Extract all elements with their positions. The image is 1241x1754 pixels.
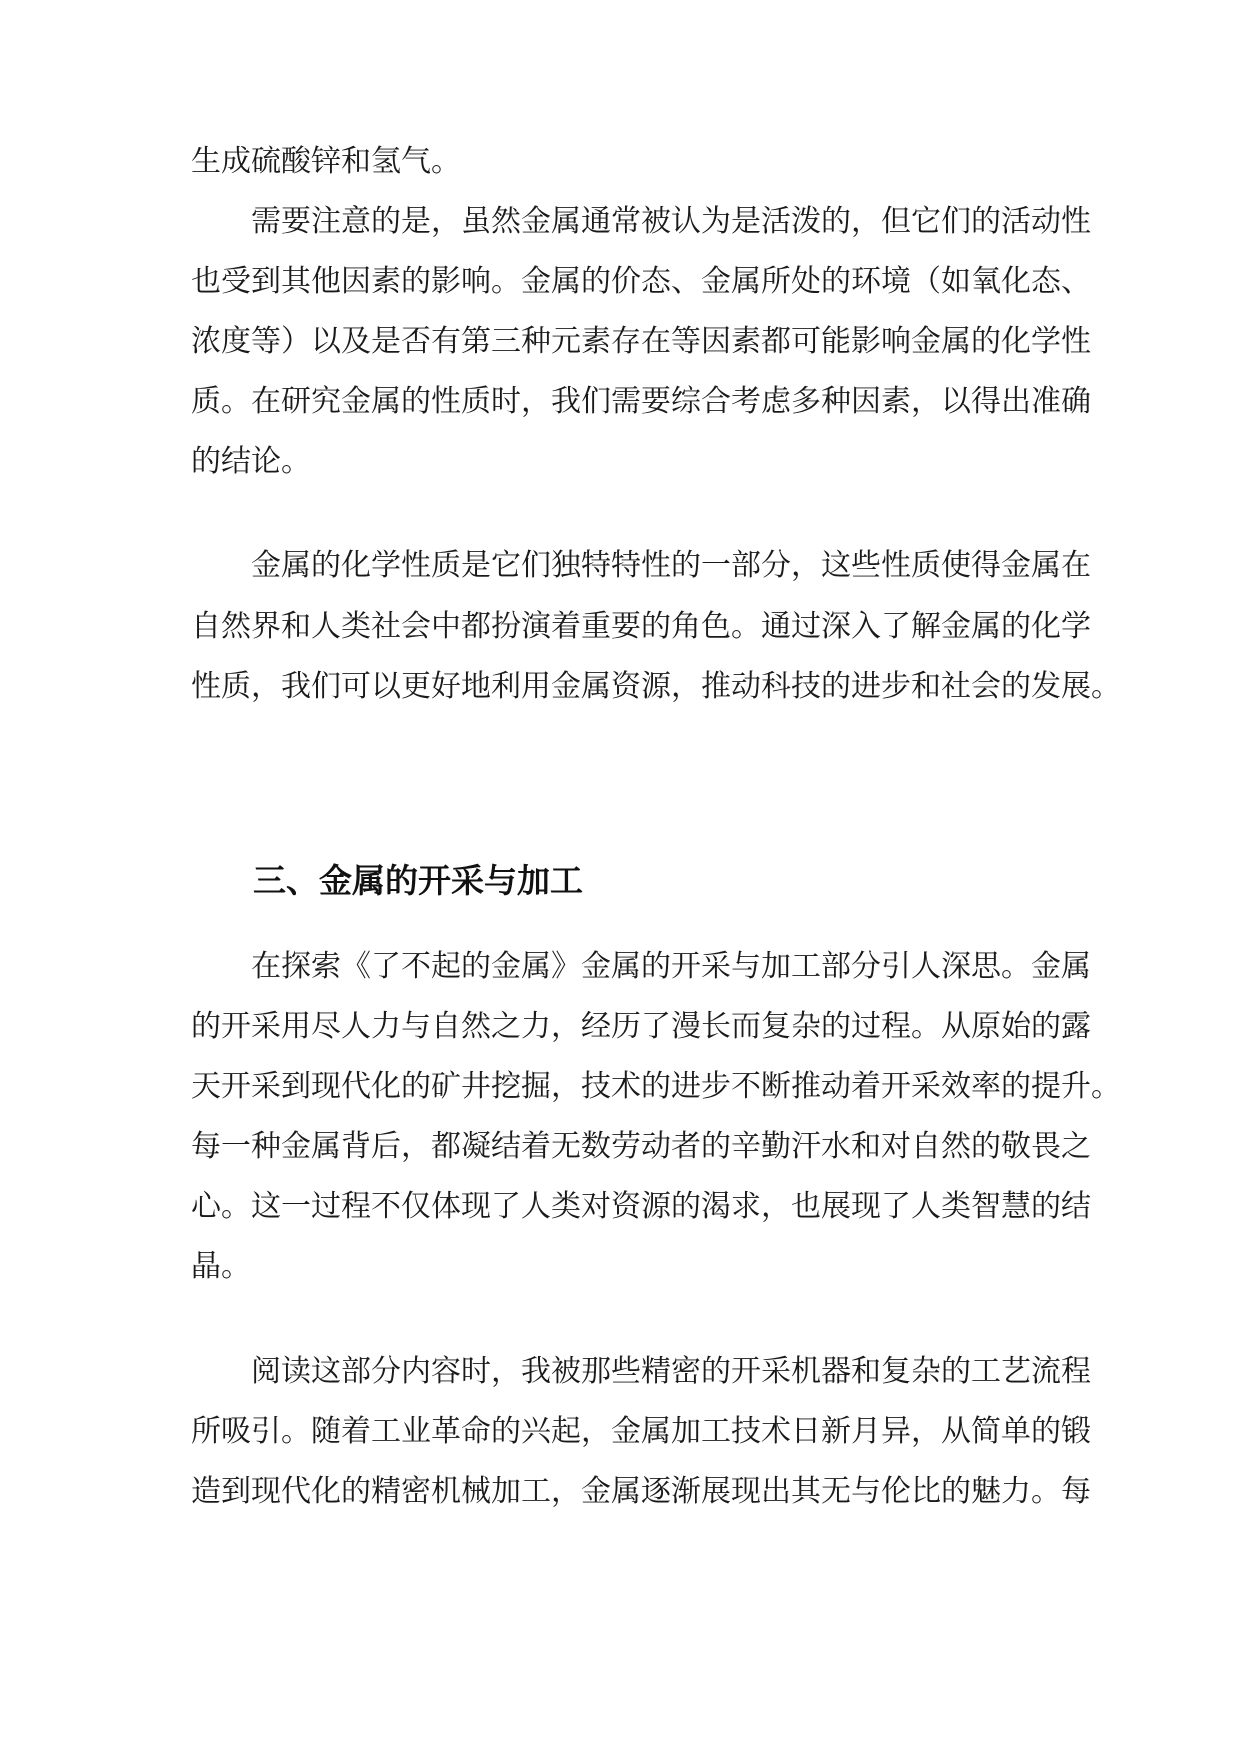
body-line: 的结论。 <box>191 444 311 479</box>
section-heading: 三、金属的开采与加工 <box>253 861 583 900</box>
body-line: 阅读这部分内容时，我被那些精密的开采机器和复杂的工艺流程 <box>191 1354 1091 1389</box>
body-line: 性质，我们可以更好地利用金属资源，推动科技的进步和社会的发展。 <box>191 669 1121 704</box>
body-line: 质。在研究金属的性质时，我们需要综合考虑多种因素，以得出准确 <box>191 384 1091 419</box>
body-line: 金属的化学性质是它们独特特性的一部分，这些性质使得金属在 <box>191 548 1091 583</box>
body-line: 晶。 <box>191 1249 251 1284</box>
body-line: 所吸引。随着工业革命的兴起，金属加工技术日新月异，从简单的锻 <box>191 1414 1091 1449</box>
body-line: 在探索《了不起的金属》金属的开采与加工部分引人深思。金属 <box>191 949 1091 984</box>
body-line: 生成硫酸锌和氢气。 <box>191 144 461 179</box>
body-line: 自然界和人类社会中都扮演着重要的角色。通过深入了解金属的化学 <box>191 609 1091 644</box>
body-line: 浓度等）以及是否有第三种元素存在等因素都可能影响金属的化学性 <box>191 324 1091 359</box>
body-line: 造到现代化的精密机械加工，金属逐渐展现出其无与伦比的魅力。每 <box>191 1474 1091 1509</box>
body-line: 心。这一过程不仅体现了人类对资源的渴求，也展现了人类智慧的结 <box>191 1189 1091 1224</box>
body-line: 天开采到现代化的矿井挖掘，技术的进步不断推动着开采效率的提升。 <box>191 1069 1121 1104</box>
body-line: 每一种金属背后，都凝结着无数劳动者的辛勤汗水和对自然的敬畏之 <box>191 1129 1091 1164</box>
body-line: 的开采用尽人力与自然之力，经历了漫长而复杂的过程。从原始的露 <box>191 1009 1091 1044</box>
body-line: 需要注意的是，虽然金属通常被认为是活泼的，但它们的活动性 <box>191 204 1091 239</box>
body-line: 也受到其他因素的影响。金属的价态、金属所处的环境（如氧化态、 <box>191 264 1091 299</box>
